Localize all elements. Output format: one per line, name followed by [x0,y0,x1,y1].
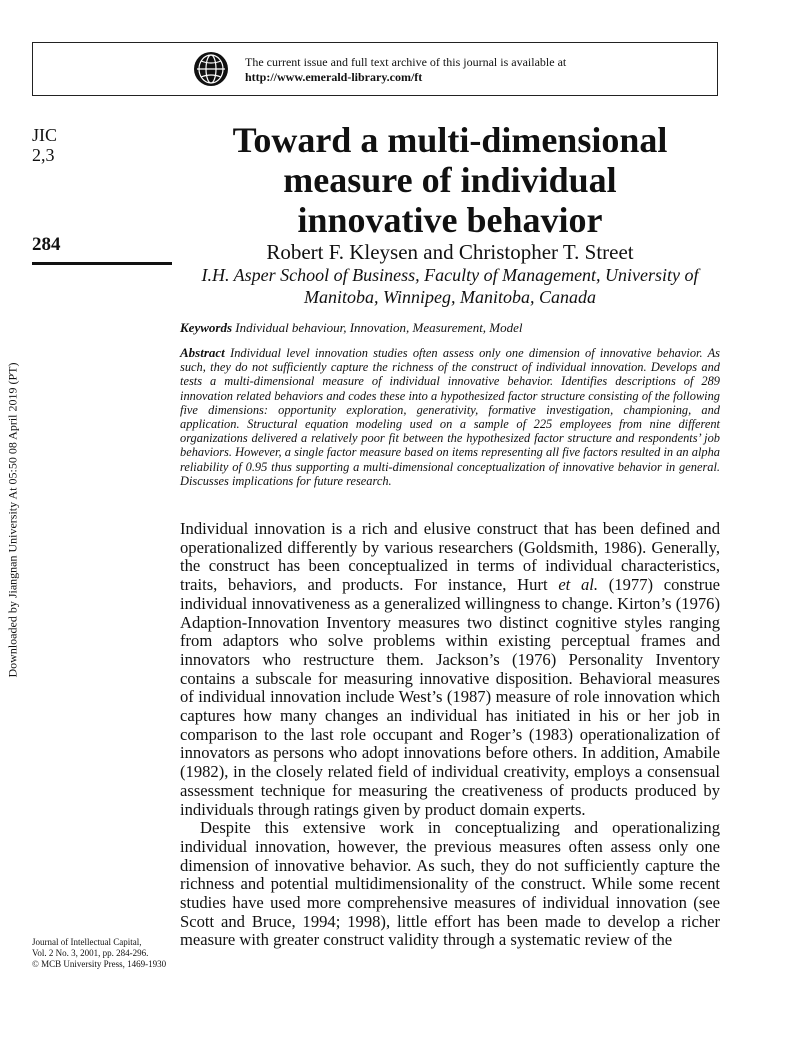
affiliation-line: I.H. Asper School of Business, Faculty of Management, University of [201,265,699,285]
footer-line: Vol. 2 No. 3, 2001, pp. 284-296. [32,948,149,958]
page-number: 284 [32,234,61,255]
title-line: measure of individual [283,160,617,200]
keywords [180,320,720,336]
journal-banner [32,42,718,96]
journal-footer [32,937,166,970]
paragraph-2: Despite this extensive work in conceptualizing and operationalizing individual innovation, however, the previous measures often assess only one dimension of innovative behavior. As such, they do not sufficiently capture the richness and potential multidimensionality of the construct. While some recent studies have used more comprehensive measures of individual innovation (see Scott and Bruce, 1994; 1998), little effort has been made to develop a richer measure with greater construct validity through a systematic review of the [180,818,720,950]
et-al: et al. [558,575,599,595]
paragraph-1 [180,520,720,819]
paragraph-text: Individual innovation is a rich and elusive construct that has been defined and operationalized differently by various researchers (Goldsmith, 1986). Generally, the construct has been conceptualized in terms of individual characteristics, traits, behaviors, and products. For instance, Hurt [180,519,720,595]
authors: Robert F. Kleysen and Christopher T. Street [266,240,634,264]
banner-text [245,55,566,85]
page-number-rule [32,262,172,265]
journal-code: JIC [32,125,58,145]
journal-reference [32,125,57,165]
affiliation-line: Manitoba, Winnipeg, Manitoba, Canada [304,287,596,307]
volume-issue: 2,3 [32,145,55,165]
download-note: Downloaded by Jiangnan University At 05:50 08 April 2019 (PT) [5,362,20,678]
footer-line: Journal of Intellectual Capital, [32,937,142,947]
archive-link[interactable]: http://www.emerald-library.com/ft [245,70,423,84]
affiliation [176,264,724,308]
abstract-text: Individual level innovation studies often assess only one dimension of innovative behavior. As such, they do not sufficiently capture the richness of the construct of individual innovation. Develops and tests a multi-dimensional measure of individual innovative behavior. Identifies descriptions of 289 innovation related behaviors and codes these into a hypothesized factor structure consisting of the following five dimensions: opportunity exploration, generativity, formative investigation, championing, and application. Structural equation modeling used on a sample of 225 employees from nine different organizations delivered a relatively poor fit between the hypothesized factor structure and respondents’ job behaviors. However, a single factor measure based on items representing all five factors resulted in an alpha reliability of 0.95 thus supporting a multi-dimensional conceptualization of innovative behavior in general. Discusses implications for future research. [180,346,720,488]
title-line: innovative behavior [297,200,603,240]
banner-line: The current issue and full text archive of this journal is available at [245,55,567,69]
abstract [180,346,720,488]
body-text [180,520,720,950]
emerald-globe-icon [193,51,229,87]
title-line: Toward a multi-dimensional [232,120,668,160]
abstract-label: Abstract [180,345,225,360]
article-title [180,120,720,240]
paragraph-text: (1977) construe individual innovativeness as a generalized willingness to change. Kirton’s (1976) Adaption-Innovation Inventory measures two distinct cognitive styles ranging from adaptors who solve problems within existing perceptual frames and innovators who restructure them. Jackson’s (1976) Personality Inventory contains a subscale for measuring innovative disposition. Behavioral measures of individual innovation include West’s (1987) measure of role innovation which captures how many changes an individual has initiated in his or her job in comparison to the last role occupant and Roger’s (1983) operationalization of innovators as persons who adopt innovations before others. In addition, Amabile (1982), in the closely related field of individual creativity, employs a consensual assessment technique for measuring the creativeness of products produced by individuals through ratings given by product domain experts. [180,575,720,819]
keywords-text: Individual behaviour, Innovation, Measurement, Model [235,320,523,335]
footer-line: © MCB University Press, 1469-1930 [32,959,167,969]
keywords-label: Keywords [180,320,232,335]
